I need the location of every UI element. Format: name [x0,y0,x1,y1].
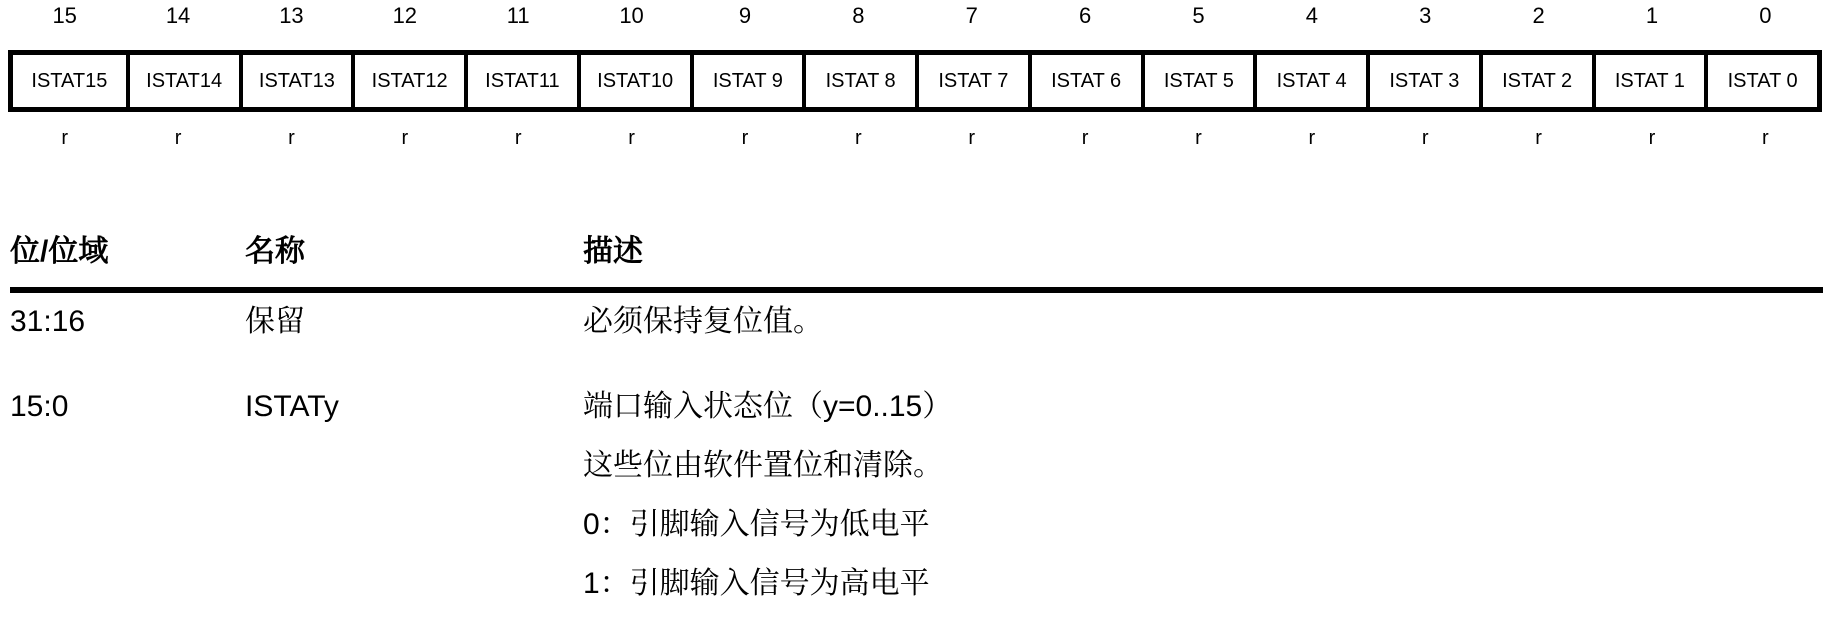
bit-number-label: 1 [1645,3,1659,28]
bit-access-label: r [628,127,635,149]
bit-access-label: r [1648,127,1656,149]
bit-number-label: 8 [852,3,865,28]
description-line: 必须保持复位值。 [583,305,823,338]
bit-field-cell: ISTAT 7 [915,55,1028,107]
bit-number-label: 7 [965,3,978,28]
bit-field-cell: ISTAT 1 [1592,55,1705,107]
bit-access-label: r [514,127,522,149]
bit-access-label: r [741,127,749,149]
bit-access-label: r [1195,127,1202,149]
bit-number-label: 14 [165,3,191,28]
bit-access-label: r [1308,127,1316,149]
bit-field-cell: ISTAT 0 [1704,55,1817,107]
bit-field-cell: ISTAT10 [577,55,690,107]
bit-field-cell: ISTAT 6 [1028,55,1141,107]
bit-field-cell: ISTAT 3 [1366,55,1479,107]
header-bits: 位/位域 [10,235,109,268]
bit-number-label: 11 [506,3,530,28]
bit-field-cell: ISTAT14 [126,55,239,107]
bit-description-table [10,0,1823,622]
bit-access-label: r [1081,127,1089,149]
header-divider [10,287,1823,293]
bit-access-label: r [968,127,976,149]
bit-access-label: r [288,127,295,149]
bit-access-label: r [854,127,862,149]
row-description [583,377,952,613]
bit-number-label: 13 [279,3,304,28]
bit-number-label: 0 [1759,3,1772,28]
bit-number-label: 4 [1305,3,1318,28]
bit-field-cell: ISTAT 9 [690,55,803,107]
bit-access-label: r [174,127,182,149]
bit-access-label: r [1761,127,1769,149]
bit-number-label: 3 [1419,3,1432,28]
bit-number-label: 15 [52,3,77,28]
row-name: 保留 [245,305,305,338]
description-line: 1：引脚输入信号为高电平 [583,567,930,600]
bit-number-label: 9 [738,3,752,28]
description-line: 这些位由软件置位和清除。 [583,449,943,482]
bit-number-label: 6 [1078,3,1092,28]
header-description: 描述 [583,235,643,268]
bit-number-label: 2 [1532,3,1545,28]
bit-access-label: r [1535,127,1542,149]
bit-field-cell: ISTAT12 [351,55,464,107]
bit-field-cell: ISTAT 2 [1479,55,1592,107]
bit-number-label: 5 [1192,3,1205,28]
row-description [583,301,823,343]
bit-access-label: r [401,127,409,149]
bit-number-label: 10 [619,3,644,28]
description-line: 0：引脚输入信号为低电平 [583,508,930,541]
row-bits: 15:0 [10,390,69,423]
header-name: 名称 [245,235,305,268]
bit-number-label: 12 [392,3,418,28]
description-line: 端口输入状态位（y=0..15） [583,390,953,423]
bit-access-label: r [1421,127,1429,149]
bit-field-cell: ISTAT11 [464,55,577,107]
bit-field-cell: ISTAT 5 [1141,55,1254,107]
bit-field-cell: ISTAT15 [31,69,108,92]
bit-access-label: r [61,127,69,149]
row-name: ISTATy [245,390,339,423]
bit-field-cell: ISTAT 8 [802,55,915,107]
row-bits: 31:16 [10,305,86,338]
bit-field-cell: ISTAT13 [239,55,352,107]
bit-field-cell: ISTAT 4 [1253,55,1366,107]
